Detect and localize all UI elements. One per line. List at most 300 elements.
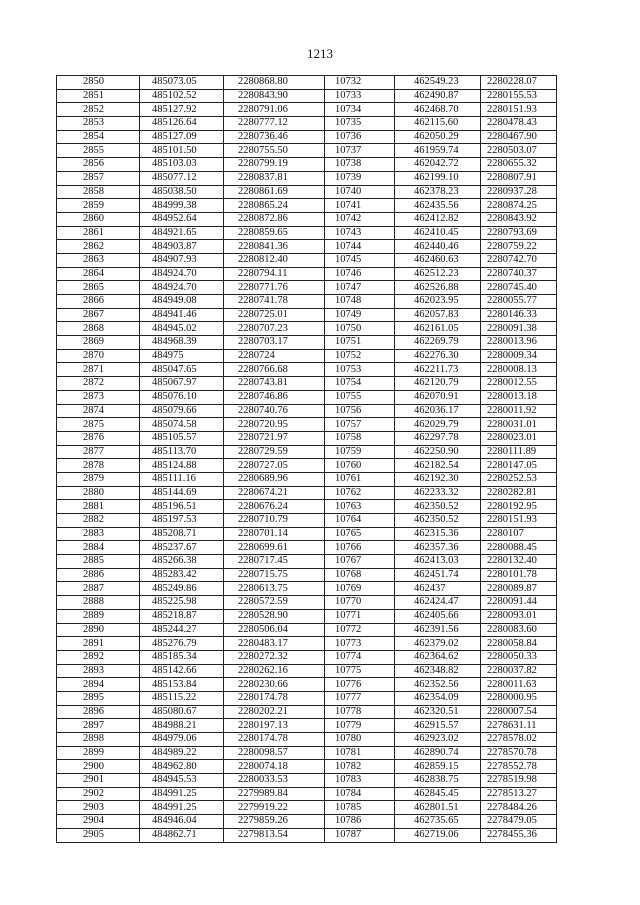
y-coordinate-right: 2278570.78 [481, 746, 557, 760]
y-coordinate-right: 2280037.82 [481, 664, 557, 678]
point-number-left: 2870 [57, 349, 140, 363]
point-number-right: 10762 [325, 486, 395, 500]
point-number-right: 10785 [325, 801, 395, 815]
y-coordinate-right: 2280874.25 [481, 199, 557, 213]
table-row [57, 815, 557, 829]
x-coordinate-right: 462801.51 [395, 801, 481, 815]
x-coordinate-left: 485113.70 [140, 445, 224, 459]
x-coordinate-right: 462320.51 [395, 705, 481, 719]
table-row [57, 418, 557, 432]
x-coordinate-left: 484924.70 [140, 267, 224, 281]
point-number-left: 2853 [57, 117, 140, 131]
table-row [57, 609, 557, 623]
point-number-left: 2865 [57, 281, 140, 295]
x-coordinate-right: 462297.78 [395, 431, 481, 445]
x-coordinate-left: 484979.06 [140, 733, 224, 747]
x-coordinate-right: 462412.82 [395, 212, 481, 226]
point-number-left: 2899 [57, 746, 140, 760]
table-row [57, 212, 557, 226]
point-number-right: 10768 [325, 568, 395, 582]
point-number-right: 10741 [325, 199, 395, 213]
x-coordinate-left: 484903.87 [140, 240, 224, 254]
table-row [57, 459, 557, 473]
x-coordinate-left: 484989.22 [140, 746, 224, 760]
y-coordinate-left: 2280676.24 [224, 500, 325, 514]
table-row [57, 390, 557, 404]
point-number-right: 10736 [325, 130, 395, 144]
table-row [57, 733, 557, 747]
x-coordinate-right: 462838.75 [395, 774, 481, 788]
y-coordinate-left: 2280725.01 [224, 308, 325, 322]
y-coordinate-right: 2280467.90 [481, 130, 557, 144]
point-number-left: 2890 [57, 623, 140, 637]
y-coordinate-right: 2280031.01 [481, 418, 557, 432]
x-coordinate-right: 462526.88 [395, 281, 481, 295]
x-coordinate-left: 484991.25 [140, 801, 224, 815]
point-number-left: 2905 [57, 828, 140, 842]
x-coordinate-left: 484952.64 [140, 212, 224, 226]
point-number-right: 10738 [325, 158, 395, 172]
y-coordinate-left: 2280033.53 [224, 774, 325, 788]
x-coordinate-right: 462036.17 [395, 404, 481, 418]
point-number-left: 2878 [57, 459, 140, 473]
y-coordinate-left: 2280865.24 [224, 199, 325, 213]
y-coordinate-left: 2280202.21 [224, 705, 325, 719]
y-coordinate-right: 2278484.26 [481, 801, 557, 815]
x-coordinate-right: 462845.45 [395, 787, 481, 801]
y-coordinate-right: 2278552.78 [481, 760, 557, 774]
point-number-left: 2852 [57, 103, 140, 117]
table-row [57, 199, 557, 213]
point-number-right: 10749 [325, 308, 395, 322]
point-number-right: 10778 [325, 705, 395, 719]
x-coordinate-right: 462490.87 [395, 89, 481, 103]
y-coordinate-right: 2280740.37 [481, 267, 557, 281]
x-coordinate-left: 485127.09 [140, 130, 224, 144]
y-coordinate-left: 2280707.23 [224, 322, 325, 336]
y-coordinate-right: 2278513.27 [481, 787, 557, 801]
y-coordinate-left: 2280074.18 [224, 760, 325, 774]
table-row [57, 664, 557, 678]
point-number-left: 2903 [57, 801, 140, 815]
y-coordinate-left: 2280724 [224, 349, 325, 363]
y-coordinate-left: 2280766.68 [224, 363, 325, 377]
x-coordinate-left: 485237.67 [140, 541, 224, 555]
point-number-right: 10776 [325, 678, 395, 692]
point-number-left: 2881 [57, 500, 140, 514]
y-coordinate-left: 2280837.81 [224, 171, 325, 185]
x-coordinate-left: 485127.92 [140, 103, 224, 117]
x-coordinate-right: 462364.62 [395, 650, 481, 664]
x-coordinate-right: 462182.54 [395, 459, 481, 473]
x-coordinate-right: 462859.15 [395, 760, 481, 774]
point-number-left: 2894 [57, 678, 140, 692]
coordinates-table-body [57, 76, 557, 843]
point-number-right: 10753 [325, 363, 395, 377]
point-number-right: 10765 [325, 527, 395, 541]
x-coordinate-left: 484945.53 [140, 774, 224, 788]
table-row [57, 828, 557, 842]
x-coordinate-right: 462379.02 [395, 637, 481, 651]
point-number-right: 10750 [325, 322, 395, 336]
table-row [57, 295, 557, 309]
y-coordinate-left: 2280703.17 [224, 336, 325, 350]
point-number-right: 10783 [325, 774, 395, 788]
point-number-right: 10735 [325, 117, 395, 131]
point-number-left: 2900 [57, 760, 140, 774]
x-coordinate-left: 484862.71 [140, 828, 224, 842]
x-coordinate-right: 462435.56 [395, 199, 481, 213]
table-row [57, 582, 557, 596]
x-coordinate-left: 484975 [140, 349, 224, 363]
table-row [57, 322, 557, 336]
x-coordinate-right: 462120.79 [395, 377, 481, 391]
point-number-left: 2889 [57, 609, 140, 623]
y-coordinate-right: 2280013.18 [481, 390, 557, 404]
y-coordinate-left: 2280740.76 [224, 404, 325, 418]
x-coordinate-right: 462350.52 [395, 514, 481, 528]
y-coordinate-left: 2280861.69 [224, 185, 325, 199]
table-row [57, 500, 557, 514]
table-row [57, 363, 557, 377]
y-coordinate-right: 2280192.95 [481, 500, 557, 514]
y-coordinate-left: 2280720.95 [224, 418, 325, 432]
x-coordinate-left: 484968.39 [140, 336, 224, 350]
point-number-left: 2897 [57, 719, 140, 733]
point-number-right: 10751 [325, 336, 395, 350]
y-coordinate-right: 2280000.95 [481, 691, 557, 705]
y-coordinate-left: 2280746.86 [224, 390, 325, 404]
point-number-right: 10777 [325, 691, 395, 705]
x-coordinate-left: 485101.50 [140, 144, 224, 158]
point-number-right: 10767 [325, 555, 395, 569]
table-row [57, 541, 557, 555]
y-coordinate-right: 2280008.13 [481, 363, 557, 377]
x-coordinate-left: 485080.67 [140, 705, 224, 719]
point-number-left: 2879 [57, 472, 140, 486]
x-coordinate-left: 485115.22 [140, 691, 224, 705]
x-coordinate-right: 462357.36 [395, 541, 481, 555]
table-row [57, 801, 557, 815]
x-coordinate-right: 462451.74 [395, 568, 481, 582]
x-coordinate-right: 462348.82 [395, 664, 481, 678]
point-number-right: 10733 [325, 89, 395, 103]
y-coordinate-right: 2280011.63 [481, 678, 557, 692]
point-number-right: 10779 [325, 719, 395, 733]
y-coordinate-left: 2280743.81 [224, 377, 325, 391]
y-coordinate-right: 2278578.02 [481, 733, 557, 747]
y-coordinate-left: 2280674.21 [224, 486, 325, 500]
point-number-left: 2882 [57, 514, 140, 528]
x-coordinate-left: 485142.66 [140, 664, 224, 678]
x-coordinate-right: 462468.70 [395, 103, 481, 117]
table-row [57, 650, 557, 664]
table-row [57, 719, 557, 733]
y-coordinate-right: 2280007.54 [481, 705, 557, 719]
point-number-left: 2868 [57, 322, 140, 336]
table-row [57, 144, 557, 158]
x-coordinate-left: 484991.25 [140, 787, 224, 801]
table-row [57, 445, 557, 459]
point-number-right: 10774 [325, 650, 395, 664]
point-number-left: 2883 [57, 527, 140, 541]
x-coordinate-right: 462211.73 [395, 363, 481, 377]
x-coordinate-right: 462735.65 [395, 815, 481, 829]
point-number-left: 2859 [57, 199, 140, 213]
y-coordinate-left: 2280843.90 [224, 89, 325, 103]
point-number-left: 2854 [57, 130, 140, 144]
y-coordinate-right: 2280793.69 [481, 226, 557, 240]
y-coordinate-left: 2280741.78 [224, 295, 325, 309]
y-coordinate-right: 2280843.92 [481, 212, 557, 226]
x-coordinate-left: 485067.97 [140, 377, 224, 391]
y-coordinate-right: 2280088.45 [481, 541, 557, 555]
point-number-left: 2869 [57, 336, 140, 350]
x-coordinate-left: 484946.04 [140, 815, 224, 829]
point-number-left: 2866 [57, 295, 140, 309]
x-coordinate-left: 484924.70 [140, 281, 224, 295]
point-number-right: 10743 [325, 226, 395, 240]
point-number-right: 10732 [325, 76, 395, 90]
y-coordinate-left: 2280717.45 [224, 555, 325, 569]
y-coordinate-left: 2280197.13 [224, 719, 325, 733]
y-coordinate-left: 2280727.05 [224, 459, 325, 473]
point-number-left: 2887 [57, 582, 140, 596]
point-number-right: 10742 [325, 212, 395, 226]
x-coordinate-right: 462042.72 [395, 158, 481, 172]
x-coordinate-right: 462405.66 [395, 609, 481, 623]
point-number-right: 10772 [325, 623, 395, 637]
point-number-left: 2898 [57, 733, 140, 747]
x-coordinate-left: 484907.93 [140, 253, 224, 267]
y-coordinate-left: 2280699.61 [224, 541, 325, 555]
table-row [57, 404, 557, 418]
y-coordinate-left: 2280710.79 [224, 514, 325, 528]
x-coordinate-right: 461959.74 [395, 144, 481, 158]
x-coordinate-right: 462378.23 [395, 185, 481, 199]
table-row [57, 171, 557, 185]
x-coordinate-left: 485079.66 [140, 404, 224, 418]
table-row [57, 555, 557, 569]
table-row [57, 253, 557, 267]
table-row [57, 705, 557, 719]
point-number-left: 2877 [57, 445, 140, 459]
point-number-right: 10766 [325, 541, 395, 555]
y-coordinate-left: 2280755.50 [224, 144, 325, 158]
x-coordinate-right: 462023.95 [395, 295, 481, 309]
point-number-left: 2874 [57, 404, 140, 418]
y-coordinate-left: 2280230.66 [224, 678, 325, 692]
point-number-right: 10773 [325, 637, 395, 651]
y-coordinate-left: 2279813.54 [224, 828, 325, 842]
y-coordinate-right: 2280759.22 [481, 240, 557, 254]
table-row [57, 691, 557, 705]
y-coordinate-right: 2280013.96 [481, 336, 557, 350]
point-number-right: 10734 [325, 103, 395, 117]
x-coordinate-right: 462057.83 [395, 308, 481, 322]
x-coordinate-left: 484999.38 [140, 199, 224, 213]
y-coordinate-left: 2280689.96 [224, 472, 325, 486]
x-coordinate-left: 485208.71 [140, 527, 224, 541]
x-coordinate-right: 462512.23 [395, 267, 481, 281]
y-coordinate-right: 2280023.01 [481, 431, 557, 445]
point-number-right: 10786 [325, 815, 395, 829]
point-number-right: 10744 [325, 240, 395, 254]
table-row [57, 185, 557, 199]
table-row [57, 349, 557, 363]
x-coordinate-right: 462050.29 [395, 130, 481, 144]
y-coordinate-right: 2280655.32 [481, 158, 557, 172]
point-number-right: 10756 [325, 404, 395, 418]
x-coordinate-left: 484945.02 [140, 322, 224, 336]
y-coordinate-right: 2278631.11 [481, 719, 557, 733]
y-coordinate-left: 2280794.11 [224, 267, 325, 281]
table-row [57, 486, 557, 500]
point-number-right: 10787 [325, 828, 395, 842]
y-coordinate-right: 2280503.07 [481, 144, 557, 158]
point-number-right: 10784 [325, 787, 395, 801]
point-number-right: 10771 [325, 609, 395, 623]
point-number-left: 2857 [57, 171, 140, 185]
y-coordinate-right: 2280093.01 [481, 609, 557, 623]
table-row [57, 431, 557, 445]
x-coordinate-right: 462410.45 [395, 226, 481, 240]
y-coordinate-left: 2280506.04 [224, 623, 325, 637]
point-number-right: 10748 [325, 295, 395, 309]
y-coordinate-left: 2280729.59 [224, 445, 325, 459]
point-number-right: 10737 [325, 144, 395, 158]
x-coordinate-left: 485111.16 [140, 472, 224, 486]
point-number-right: 10755 [325, 390, 395, 404]
point-number-right: 10763 [325, 500, 395, 514]
point-number-right: 10754 [325, 377, 395, 391]
y-coordinate-right: 2280101.78 [481, 568, 557, 582]
y-coordinate-right: 2278455.36 [481, 828, 557, 842]
y-coordinate-right: 2278519.98 [481, 774, 557, 788]
point-number-right: 10752 [325, 349, 395, 363]
y-coordinate-right: 2280012.55 [481, 377, 557, 391]
table-row [57, 678, 557, 692]
point-number-left: 2884 [57, 541, 140, 555]
x-coordinate-right: 462391.56 [395, 623, 481, 637]
x-coordinate-right: 462233.32 [395, 486, 481, 500]
x-coordinate-right: 462029.79 [395, 418, 481, 432]
y-coordinate-left: 2280528.90 [224, 609, 325, 623]
table-row [57, 103, 557, 117]
x-coordinate-right: 462354.09 [395, 691, 481, 705]
y-coordinate-left: 2280272.32 [224, 650, 325, 664]
point-number-left: 2886 [57, 568, 140, 582]
x-coordinate-left: 485196.51 [140, 500, 224, 514]
x-coordinate-left: 485249.86 [140, 582, 224, 596]
point-number-left: 2872 [57, 377, 140, 391]
point-number-right: 10746 [325, 267, 395, 281]
x-coordinate-right: 462161.05 [395, 322, 481, 336]
x-coordinate-right: 462549.23 [395, 76, 481, 90]
x-coordinate-right: 462192.30 [395, 472, 481, 486]
x-coordinate-left: 485074.58 [140, 418, 224, 432]
y-coordinate-right: 2280058.84 [481, 637, 557, 651]
x-coordinate-right: 462719.06 [395, 828, 481, 842]
table-row [57, 774, 557, 788]
point-number-left: 2861 [57, 226, 140, 240]
point-number-right: 10781 [325, 746, 395, 760]
y-coordinate-right: 2280132.40 [481, 555, 557, 569]
table-row [57, 267, 557, 281]
y-coordinate-left: 2280736.46 [224, 130, 325, 144]
x-coordinate-left: 485077.12 [140, 171, 224, 185]
y-coordinate-left: 2280098.57 [224, 746, 325, 760]
table-row [57, 637, 557, 651]
point-number-left: 2895 [57, 691, 140, 705]
table-row [57, 514, 557, 528]
x-coordinate-right: 462424.47 [395, 596, 481, 610]
point-number-left: 2871 [57, 363, 140, 377]
y-coordinate-right: 2280228.07 [481, 76, 557, 90]
point-number-right: 10764 [325, 514, 395, 528]
y-coordinate-right: 2280091.44 [481, 596, 557, 610]
point-number-right: 10782 [325, 760, 395, 774]
y-coordinate-left: 2279859.26 [224, 815, 325, 829]
table-row [57, 596, 557, 610]
y-coordinate-left: 2280715.75 [224, 568, 325, 582]
point-number-left: 2863 [57, 253, 140, 267]
y-coordinate-right: 2278479.05 [481, 815, 557, 829]
y-coordinate-right: 2280091.38 [481, 322, 557, 336]
x-coordinate-right: 462923.02 [395, 733, 481, 747]
point-number-left: 2901 [57, 774, 140, 788]
y-coordinate-right: 2280111.89 [481, 445, 557, 459]
y-coordinate-right: 2280089.87 [481, 582, 557, 596]
table-row [57, 336, 557, 350]
point-number-left: 2856 [57, 158, 140, 172]
x-coordinate-left: 485038.50 [140, 185, 224, 199]
x-coordinate-left: 485225.98 [140, 596, 224, 610]
x-coordinate-right: 462413.03 [395, 555, 481, 569]
x-coordinate-left: 485047.65 [140, 363, 224, 377]
y-coordinate-left: 2280799.19 [224, 158, 325, 172]
point-number-left: 2873 [57, 390, 140, 404]
table-row [57, 158, 557, 172]
point-number-left: 2867 [57, 308, 140, 322]
point-number-right: 10761 [325, 472, 395, 486]
x-coordinate-left: 485185.34 [140, 650, 224, 664]
y-coordinate-left: 2280262.16 [224, 664, 325, 678]
point-number-left: 2864 [57, 267, 140, 281]
y-coordinate-left: 2280721.97 [224, 431, 325, 445]
table-row [57, 130, 557, 144]
point-number-right: 10769 [325, 582, 395, 596]
y-coordinate-right: 2280151.93 [481, 514, 557, 528]
x-coordinate-left: 485276.79 [140, 637, 224, 651]
point-number-right: 10770 [325, 596, 395, 610]
y-coordinate-left: 2280859.65 [224, 226, 325, 240]
y-coordinate-left: 2280812.40 [224, 253, 325, 267]
x-coordinate-right: 462440.46 [395, 240, 481, 254]
y-coordinate-right: 2280055.77 [481, 295, 557, 309]
x-coordinate-right: 462276.30 [395, 349, 481, 363]
y-coordinate-left: 2280174.78 [224, 733, 325, 747]
y-coordinate-left: 2280483.17 [224, 637, 325, 651]
x-coordinate-left: 485105.57 [140, 431, 224, 445]
x-coordinate-left: 484941.46 [140, 308, 224, 322]
x-coordinate-right: 462199.10 [395, 171, 481, 185]
point-number-left: 2855 [57, 144, 140, 158]
table-row [57, 472, 557, 486]
x-coordinate-right: 462269.79 [395, 336, 481, 350]
y-coordinate-left: 2280174.78 [224, 691, 325, 705]
y-coordinate-right: 2280745.40 [481, 281, 557, 295]
